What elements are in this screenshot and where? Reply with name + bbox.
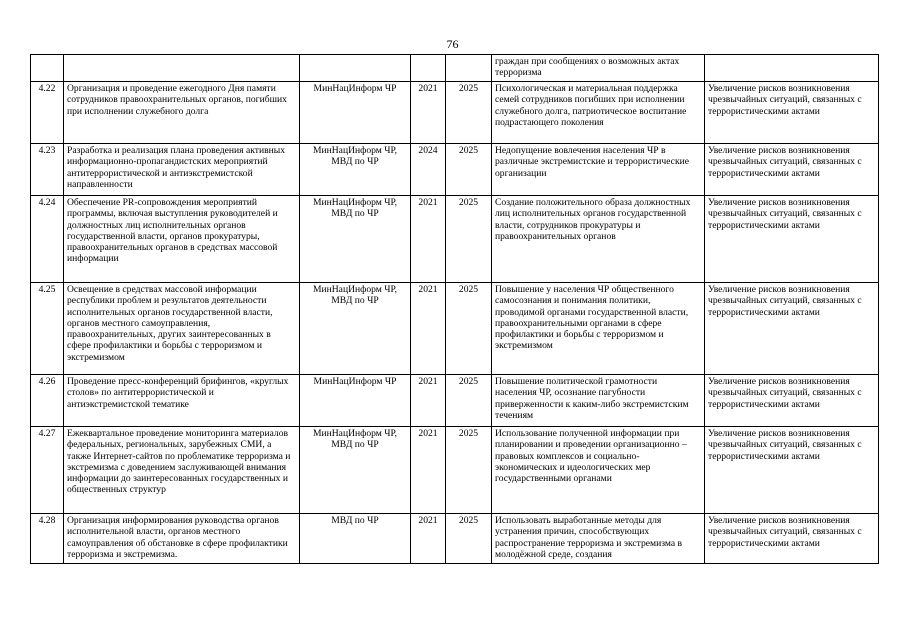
cell-start-year: 2024 bbox=[411, 144, 446, 196]
cell-num: 4.28 bbox=[31, 514, 64, 564]
cell-num: 4.25 bbox=[31, 283, 64, 375]
cell-activity: Обеспечение PR-сопровождения мероприятий программы, включая выступления руководителей и должностных лиц исполнительных органов государственной власти, органов прокуратуры, правоохранительных органов в средствах массовой информации bbox=[64, 196, 300, 283]
cell-activity: Организация и проведение ежегодного Дня памяти сотрудников правоохранительных органов, погибших при исполнении служебного долга bbox=[64, 82, 300, 144]
cell-start-year: 2021 bbox=[411, 375, 446, 427]
cell-risk: Увеличение рисков возникновения чрезвычайных ситуаций, связанных с террористическими актами bbox=[705, 144, 879, 196]
cell-result: граждан при сообщениях о возможных актах терроризма bbox=[492, 55, 705, 82]
cell-start-year bbox=[411, 55, 446, 82]
cell-executor: МинНацИнформ ЧР, МВД по ЧР bbox=[300, 196, 411, 283]
cell-num: 4.27 bbox=[31, 427, 64, 514]
cell-risk: Увеличение рисков возникновения чрезвычайных ситуаций, связанных с террористическими актами bbox=[705, 196, 879, 283]
cell-executor: МинНацИнформ ЧР, МВД по ЧР bbox=[300, 283, 411, 375]
page-number: 76 bbox=[446, 37, 459, 51]
cell-num: 4.23 bbox=[31, 144, 64, 196]
cell-end-year: 2025 bbox=[446, 144, 492, 196]
cell-end-year: 2025 bbox=[446, 375, 492, 427]
cell-risk: Увеличение рисков возникновения чрезвычайных ситуаций, связанных с террористическими актами bbox=[705, 427, 879, 514]
cell-activity: Освещение в средствах массовой информации республики проблем и результатов деятельности исполнительных органов государственной власти, органов местного самоуправления, правоохранительных, других заинтересованных в сфере профилактики и борьбы с терроризмом и экстремизмом bbox=[64, 283, 300, 375]
cell-risk: Увеличение рисков возникновения чрезвычайных ситуаций, связанных с террористическими актами bbox=[705, 514, 879, 564]
cell-executor: МинНацИнформ ЧР bbox=[300, 375, 411, 427]
cell-activity bbox=[64, 55, 300, 82]
cell-risk: Увеличение рисков возникновения чрезвычайных ситуаций, связанных с террористическими актами bbox=[705, 82, 879, 144]
cell-num: 4.24 bbox=[31, 196, 64, 283]
cell-start-year: 2021 bbox=[411, 427, 446, 514]
cell-executor: МинНацИнформ ЧР bbox=[300, 82, 411, 144]
table-row bbox=[31, 82, 879, 144]
cell-result: Использование полученной информации при планировании и проведении организационно – правовых комплексов и социально-экономических и идеологических мер государственными органами bbox=[492, 427, 705, 514]
cell-activity: Ежеквартальное проведение мониторинга материалов федеральных, региональных, зарубежных СМИ, а также Интернет-сайтов по проблематике терроризма и экстремизма с доведением заслуживающей внимания информации до заинтересованных государственных и общественных структур bbox=[64, 427, 300, 514]
table-row bbox=[31, 283, 879, 375]
cell-end-year: 2025 bbox=[446, 514, 492, 564]
cell-start-year: 2021 bbox=[411, 196, 446, 283]
cell-executor: МВД по ЧР bbox=[300, 514, 411, 564]
cell-executor bbox=[300, 55, 411, 82]
cell-start-year: 2021 bbox=[411, 82, 446, 144]
cell-activity: Разработка и реализация плана проведения активных информационно-пропагандистских мероприятий антитеррористической и антиэкстремистской направленности bbox=[64, 144, 300, 196]
table-row bbox=[31, 514, 879, 564]
cell-start-year: 2021 bbox=[411, 283, 446, 375]
cell-result: Создание положительного образа должностных лиц исполнительных органов государственной власти, сотрудников прокуратуры и правоохранительных органов bbox=[492, 196, 705, 283]
cell-end-year: 2025 bbox=[446, 82, 492, 144]
table-row bbox=[31, 144, 879, 196]
cell-result: Психологическая и материальная поддержка семей сотрудников погибших при исполнении служебного долга, патриотическое воспитание подрастающего поколения bbox=[492, 82, 705, 144]
measures-table bbox=[30, 54, 879, 564]
cell-activity: Проведение пресс-конференций брифингов, «круглых столов» по антитеррористической и антиэкстремистской тематике bbox=[64, 375, 300, 427]
cell-num: 4.26 bbox=[31, 375, 64, 427]
cell-end-year: 2025 bbox=[446, 283, 492, 375]
cell-risk: Увеличение рисков возникновения чрезвычайных ситуаций, связанных с террористическими актами bbox=[705, 375, 879, 427]
cell-end-year bbox=[446, 55, 492, 82]
cell-end-year: 2025 bbox=[446, 427, 492, 514]
cell-result: Повышение у населения ЧР общественного самосознания и понимания политики, проводимой органами государственной власти, правоохранительными органами в сфере профилактики и борьбы с терроризмом и экстремизмом bbox=[492, 283, 705, 375]
cell-num: 4.22 bbox=[31, 82, 64, 144]
cell-activity: Организация информирования руководства органов исполнительной власти, органов местного самоуправления об обстановке в сфере профилактики терроризма и экстремизма. bbox=[64, 514, 300, 564]
table-row bbox=[31, 375, 879, 427]
cell-result: Использовать выработанные методы для устранения причин, способствующих распространение терроризма и экстремизма в молодёжной среде, создания bbox=[492, 514, 705, 564]
cell-executor: МинНацИнформ ЧР, МВД по ЧР bbox=[300, 427, 411, 514]
cell-num bbox=[31, 55, 64, 82]
cell-start-year: 2021 bbox=[411, 514, 446, 564]
cell-result: Повышение политической грамотности населения ЧР, осознание пагубности приверженности к каким-либо экстремистским течениям bbox=[492, 375, 705, 427]
cell-end-year: 2025 bbox=[446, 196, 492, 283]
cell-result: Недопущение вовлечения населения ЧР в различные экстремистские и террористические организации bbox=[492, 144, 705, 196]
table-row bbox=[31, 196, 879, 283]
cell-executor: МинНацИнформ ЧР, МВД по ЧР bbox=[300, 144, 411, 196]
cell-risk: Увеличение рисков возникновения чрезвычайных ситуаций, связанных с террористическими актами bbox=[705, 283, 879, 375]
cell-risk bbox=[705, 55, 879, 82]
table-row-continuation bbox=[31, 55, 879, 82]
table-row bbox=[31, 427, 879, 514]
